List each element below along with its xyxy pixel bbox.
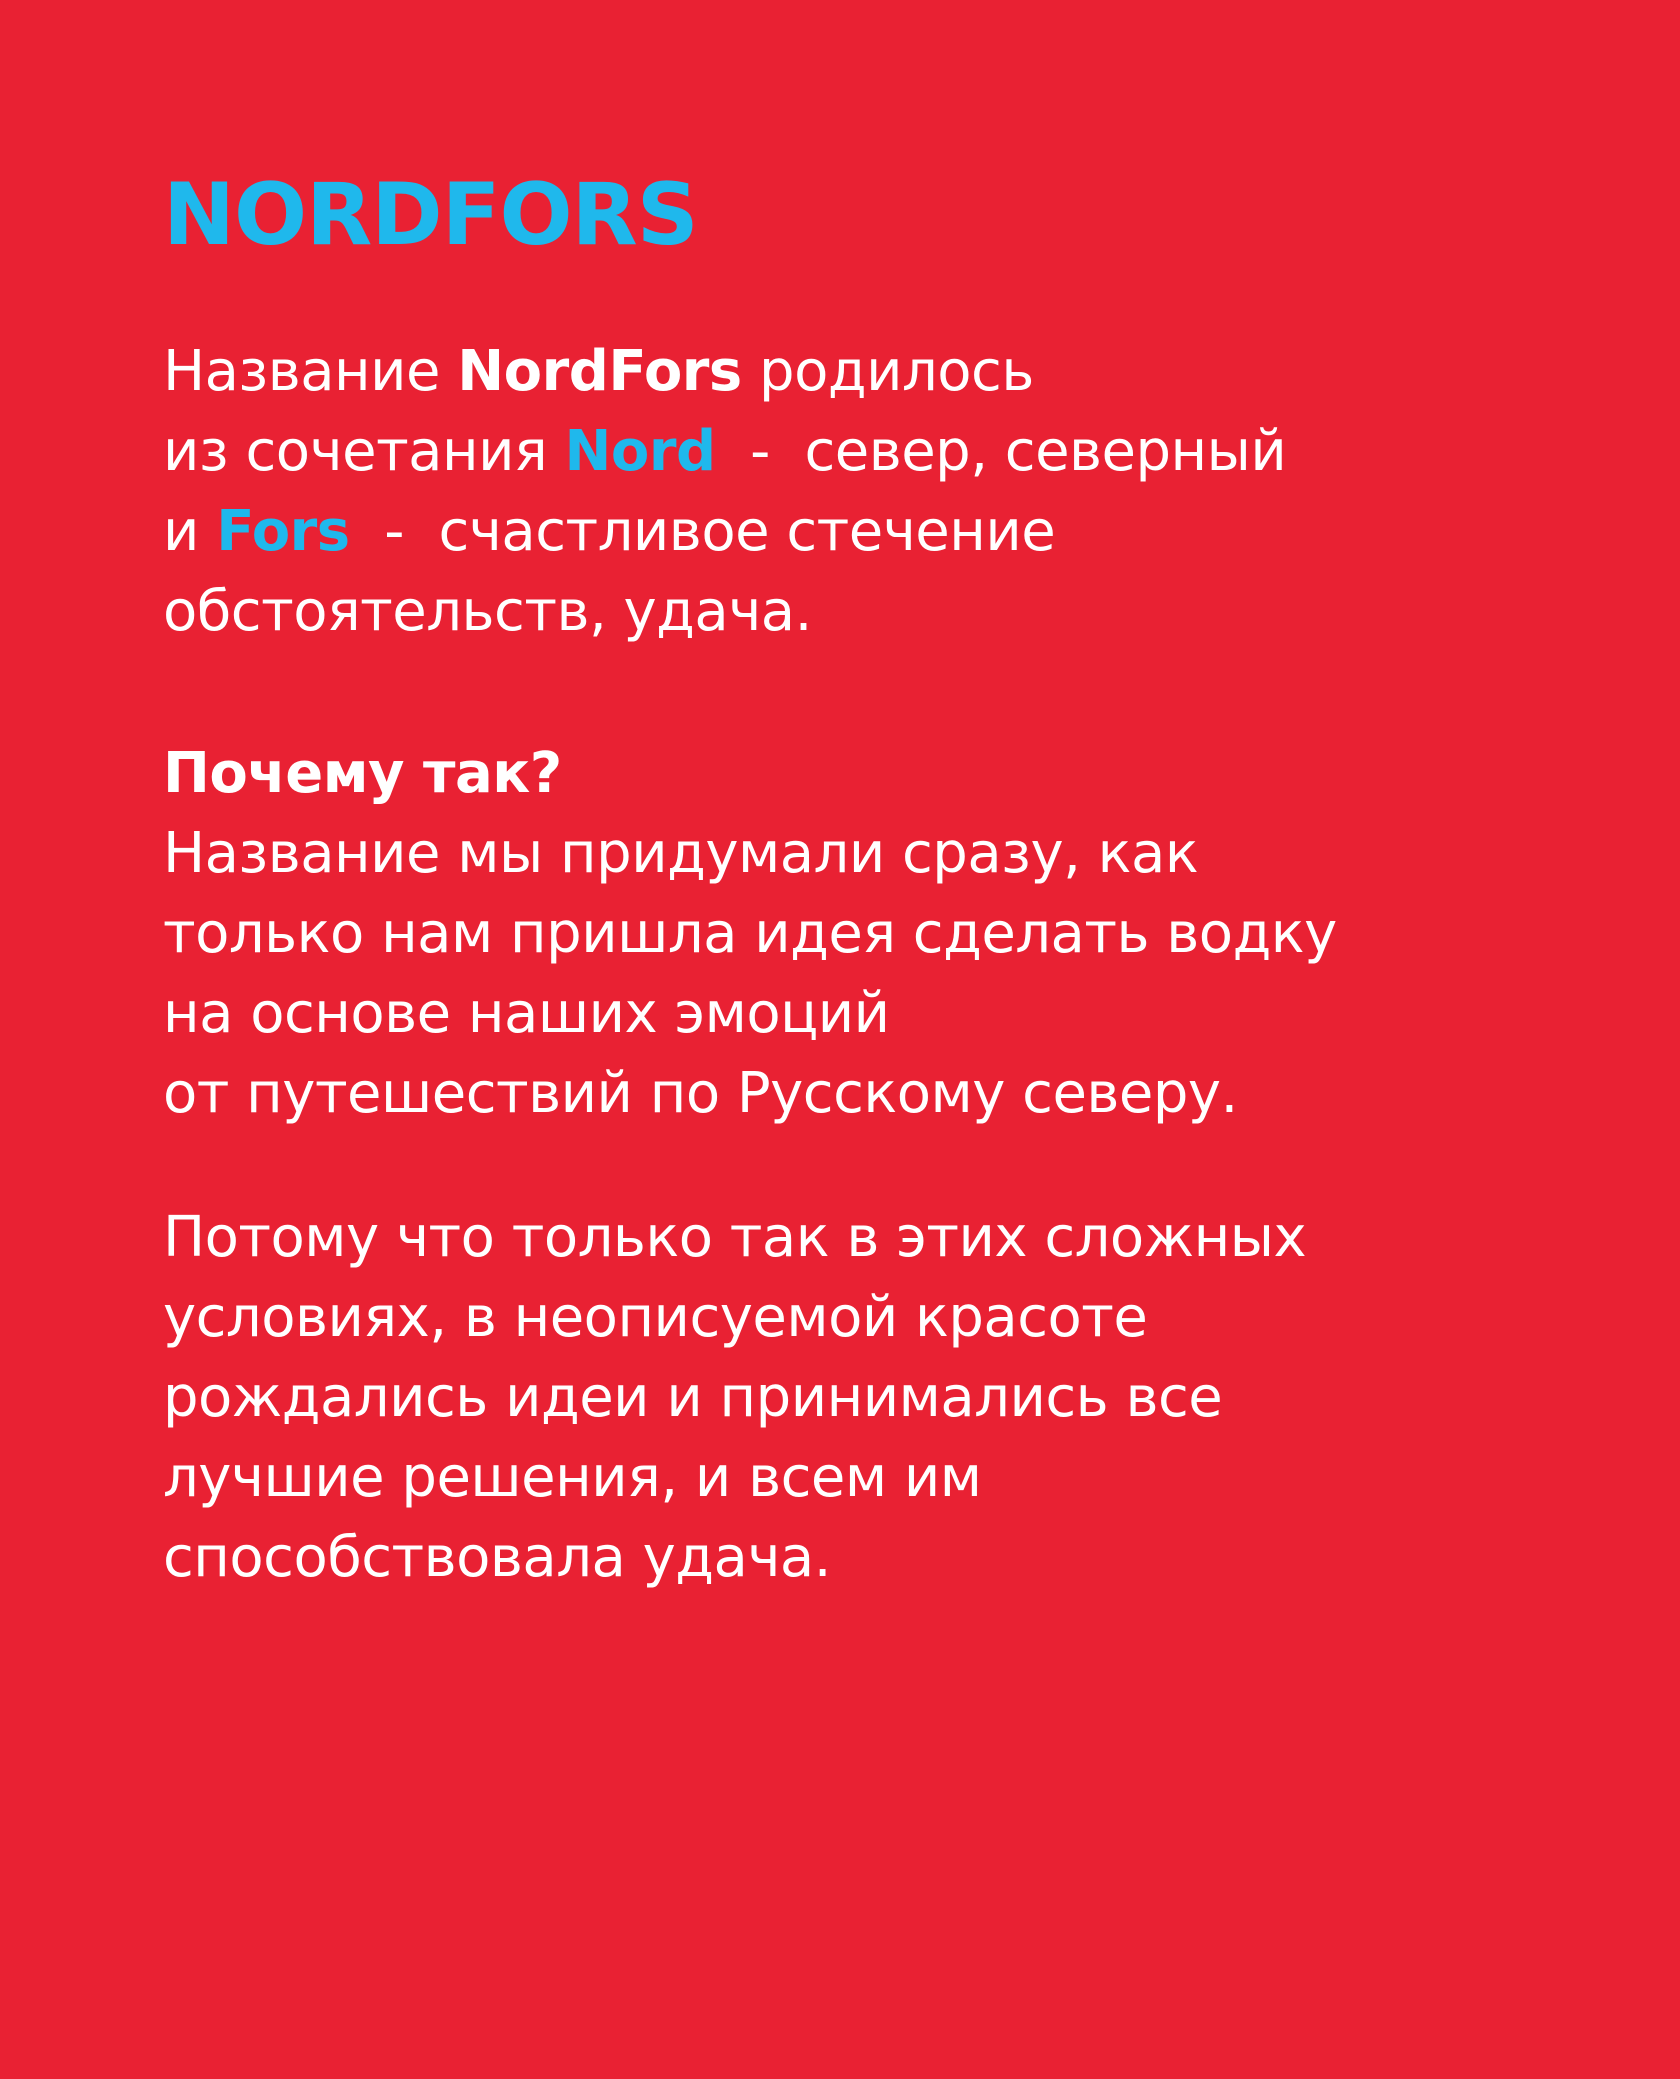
intro-line-1 [163, 332, 1603, 412]
why-line-2: только нам пришла идея сделать водку [163, 901, 1337, 966]
brand-name-bold: NordFors [457, 339, 742, 404]
because-line-2: условиях, в неописуемой красоте [163, 1285, 1148, 1350]
why-line-1: Название мы придумали сразу, как [163, 821, 1199, 886]
intro-line-2 [163, 412, 1603, 492]
why-heading: Почему так? [163, 741, 562, 806]
because-line-5: способствовала удача. [163, 1525, 832, 1590]
intro-text: родилось [741, 339, 1034, 404]
why-line-4: от путешествий по Русскому северу. [163, 1061, 1238, 1126]
intro-text: Название [163, 339, 458, 404]
why-paragraph [163, 734, 1603, 1134]
word-fors: Fors [216, 499, 350, 564]
intro-paragraph [163, 332, 1603, 652]
because-line-1: Потому что только так в этих сложных [163, 1205, 1307, 1270]
word-nord: Nord [564, 419, 716, 484]
spacer [163, 1134, 1603, 1198]
because-paragraph [163, 1198, 1603, 1598]
intro-line-3 [163, 492, 1603, 572]
intro-text: и [163, 499, 217, 564]
page-content [163, 160, 1603, 1598]
because-line-4: лучшие решения, и всем им [163, 1445, 982, 1510]
because-line-3: рождались идеи и принимались все [163, 1365, 1223, 1430]
intro-line-4: обстоятельств, удача. [163, 579, 812, 644]
spacer [163, 652, 1603, 734]
brand-title: NORDFORS [163, 165, 698, 265]
intro-text: - север, северный [715, 419, 1287, 484]
intro-text: - счастливое стечение [349, 499, 1056, 564]
intro-text: из сочетания [163, 419, 565, 484]
why-line-3: на основе наших эмоций [163, 981, 890, 1046]
